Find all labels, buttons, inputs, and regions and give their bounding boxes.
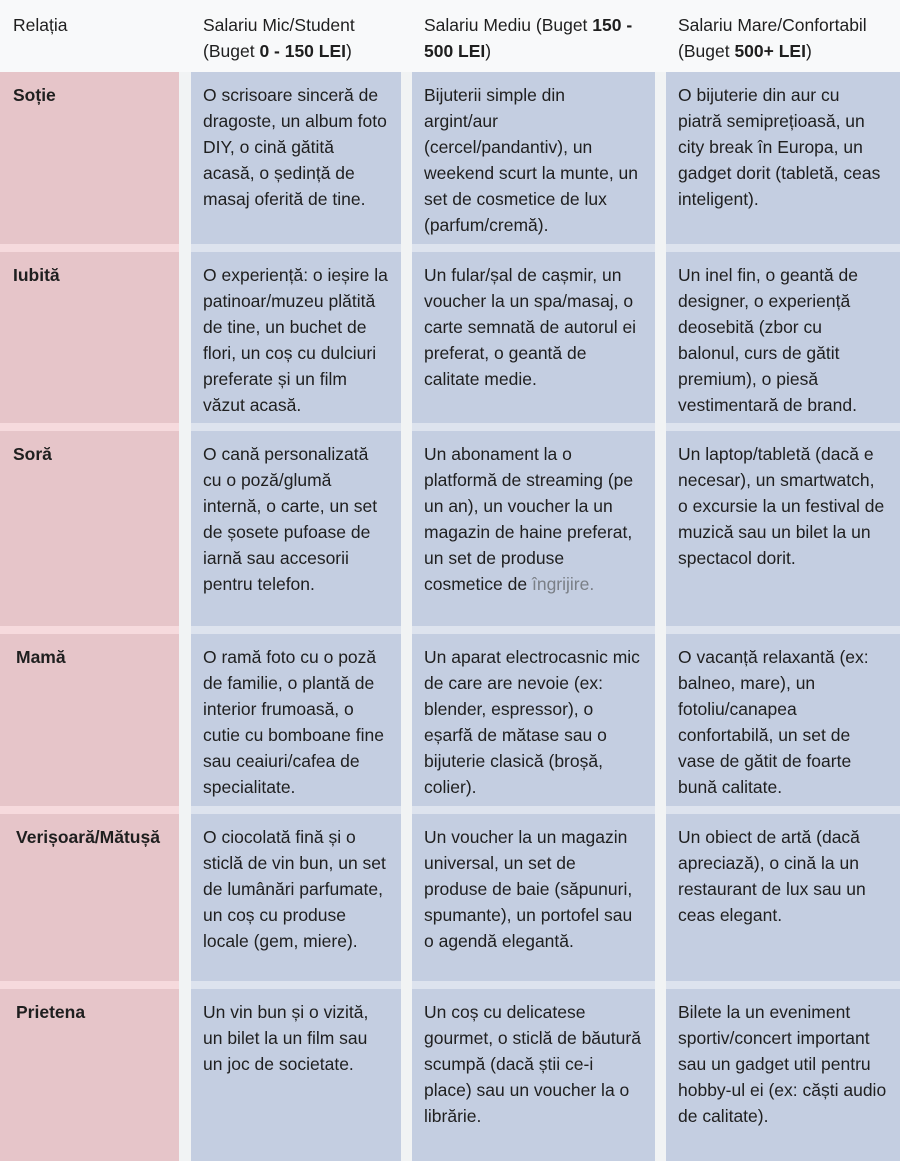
- medium-budget-cell: [412, 634, 655, 806]
- header-large-budget: [678, 12, 867, 64]
- small-budget-cell: [191, 814, 401, 981]
- medium-budget-cell: [412, 72, 655, 244]
- small-budget-cell: [191, 989, 401, 1161]
- table-row: [0, 634, 900, 806]
- gift-text: Un coș cu delicatese gourmet, o sticlă de băutură scumpă (dacă știi ce-i place) sau un voucher la o librărie.: [424, 1002, 641, 1126]
- relation-label: Iubită: [13, 265, 60, 285]
- relation-cell: [0, 989, 179, 1161]
- header-small-range: 0 - 150 LEI: [259, 41, 347, 61]
- gift-text: Bilete la un eveniment sportiv/concert important sau un gadget util pentru hobby-ul ei (ex: căști audio de calitate).: [678, 1002, 887, 1126]
- relation-cell: [0, 814, 179, 981]
- gift-text: Un abonament la o platformă de streaming (pe un an), un voucher la un magazin de haine preferat, un set de produse cosmetice de: [424, 444, 634, 594]
- relation-cell: [0, 252, 179, 423]
- relation-label: Prietena: [16, 1002, 86, 1022]
- relation-label: Verișoară/Mătușă: [16, 827, 160, 847]
- gift-text: Un inel fin, o geantă de designer, o experiență deosebită (zbor cu balonul, curs de gătit premium), o piesă vestimentară de brand.: [678, 265, 858, 415]
- header-small-title: Salariu Mic/Student: [203, 15, 355, 35]
- gift-text: Un obiect de artă (dacă apreciază), o cină la un restaurant de lux sau un ceas elegant.: [678, 827, 866, 925]
- header-relation: [13, 12, 67, 38]
- table-row: [0, 814, 900, 981]
- gift-text: Un voucher la un magazin universal, un set de produse de baie (săpunuri, spumante), un portofel sau o agendă elegantă.: [424, 827, 633, 951]
- large-budget-cell: [666, 814, 900, 981]
- large-budget-cell: [666, 252, 900, 423]
- small-budget-cell: [191, 72, 401, 244]
- row-divider: [0, 423, 900, 431]
- relation-label: Soție: [13, 85, 56, 105]
- relation-label: Soră: [13, 444, 52, 464]
- gift-text: Un aparat electrocasnic mic de care are nevoie (ex: blender, espressor), o eșarfă de mătase sau o bijuterie clasică (broșă, colier).: [424, 647, 640, 797]
- table-row: [0, 252, 900, 423]
- gift-text: O cană personalizată cu o poză/glumă internă, o carte, un set de șosete pufoase de iarnă sau accesorii pentru telefon.: [203, 444, 378, 594]
- header-small-budget: [203, 12, 355, 64]
- header-medium-suffix: ): [485, 41, 492, 61]
- header-large-suffix: ): [805, 41, 812, 61]
- gift-text: Un fular/șal de cașmir, un voucher la un spa/masaj, o carte semnată de autorul ei preferat, o geantă de calitate medie.: [424, 265, 637, 389]
- gift-text-faded: îngrijire.: [531, 574, 595, 594]
- row-divider: [0, 626, 900, 634]
- gift-text: O bijuterie din aur cu piatră semiprețioasă, un city break în Europa, un gadget dorit (tabletă, ceas inteligent).: [678, 85, 881, 209]
- small-budget-cell: [191, 431, 401, 626]
- relation-cell: [0, 72, 179, 244]
- gift-text: O scrisoare sinceră de dragoste, un album foto DIY, o cină gătită acasă, o ședință de masaj oferită de tine.: [203, 85, 387, 209]
- gift-text: Un vin bun și o vizită, un bilet la un film sau un joc de societate.: [203, 1002, 369, 1074]
- row-divider: [0, 981, 900, 989]
- gift-text: O vacanță relaxantă (ex: balneo, mare), un fotoliu/canapea confortabilă, un set de vase de gătit de foarte bună calitate.: [678, 647, 869, 797]
- row-divider: [0, 244, 900, 252]
- relation-cell: [0, 634, 179, 806]
- row-divider: [0, 806, 900, 814]
- table-row: [0, 989, 900, 1161]
- header-large-prefix: (Buget: [678, 41, 735, 61]
- header-large-range: 500+ LEI: [734, 41, 806, 61]
- medium-budget-cell: [412, 814, 655, 981]
- header-small-prefix: (Buget: [203, 41, 260, 61]
- large-budget-cell: [666, 431, 900, 626]
- small-budget-cell: [191, 634, 401, 806]
- gift-text: Bijuterii simple din argint/aur (cercel/pandantiv), un weekend scurt la munte, un set de cosmetice de lux (parfum/cremă).: [424, 85, 639, 235]
- medium-budget-cell: [412, 252, 655, 423]
- header-small-suffix: ): [346, 41, 352, 61]
- gift-text: Un laptop/tabletă (dacă e necesar), un smartwatch, o excursie la un festival de muzică sau un bilet la un spectacol dorit.: [678, 444, 885, 568]
- gift-text: O experiență: o ieșire la patinoar/muzeu plătită de tine, un buchet de flori, un coș cu dulciuri preferate și un film văzut acasă.: [203, 265, 388, 415]
- header-relation-label: Relația: [13, 15, 68, 35]
- table-header: [0, 0, 900, 72]
- large-budget-cell: [666, 72, 900, 244]
- large-budget-cell: [666, 989, 900, 1161]
- large-budget-cell: [666, 634, 900, 806]
- medium-budget-cell: [412, 431, 655, 626]
- table-row: [0, 431, 900, 626]
- gift-text: O ciocolată fină și o sticlă de vin bun, un set de lumânări parfumate, un coș cu produse locale (gem, miere).: [203, 827, 386, 951]
- header-medium-range-a: 150 -: [592, 15, 633, 35]
- gift-text: O ramă foto cu o poză de familie, o plantă de interior frumoasă, o cutie cu bomboane fine sau ceaiuri/cafea de specialitate.: [203, 647, 384, 797]
- header-medium-range-b: 500 LEI: [424, 41, 486, 61]
- header-medium-budget: [424, 12, 632, 64]
- relation-cell: [0, 431, 179, 626]
- medium-budget-cell: [412, 989, 655, 1161]
- header-medium-title: Salariu Mediu (Buget: [424, 15, 593, 35]
- header-large-title: Salariu Mare/Confortabil: [678, 15, 867, 35]
- table-row: [0, 72, 900, 244]
- relation-label: Mamă: [16, 647, 66, 667]
- small-budget-cell: [191, 252, 401, 423]
